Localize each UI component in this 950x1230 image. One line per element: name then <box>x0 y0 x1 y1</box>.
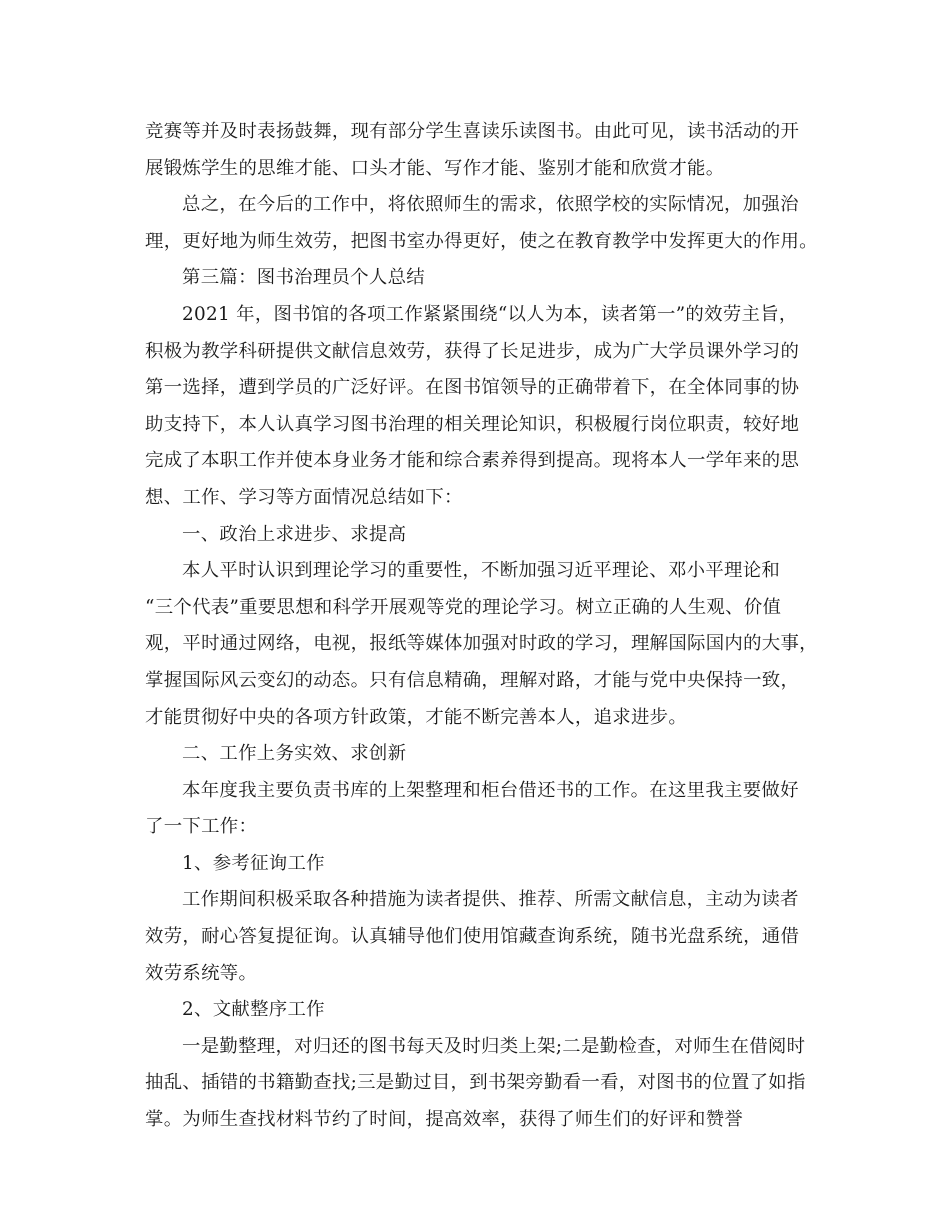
text-line: 观，平时通过网络，电视，报纸等媒体加强对时政的学习，理解国际国内的大事， <box>145 633 818 655</box>
text-line: 掌握国际风云变幻的动态。只有信息精确，理解对路，才能与党中央保持一致， <box>145 669 800 691</box>
text-line: 效劳，耐心答复提征询。认真辅导他们使用馆藏查询系统，随书光盘系统，通借 <box>145 926 800 948</box>
text-line: 一是勤整理，对归还的图书每天及时归类上架;二是勤检查，对师生在借阅时 <box>182 1035 806 1057</box>
text-line: 想、工作、学习等方面情况总结如下： <box>145 486 463 508</box>
text-line: 二、工作上务实效、求创新 <box>182 743 407 765</box>
text-line: 掌。为师生查找材料节约了时间，提高效率，获得了师生们的好评和赞誉 <box>145 1109 744 1131</box>
text-line: 才能贯彻好中央的各项方针政策，才能不断完善本人，追求进步。 <box>145 706 688 728</box>
text-line: 2、文献整序工作 <box>182 999 325 1021</box>
text-line: 竞赛等并及时表扬鼓舞，现有部分学生喜读乐读图书。由此可见，读书活动的开 <box>145 121 800 142</box>
text-line: 了一下工作： <box>145 816 258 838</box>
text-line: 第一选择，遭到学员的广泛好评。在图书馆领导的正确带着下，在全体同事的协 <box>145 377 800 399</box>
document-body <box>145 114 818 1139</box>
text-line: 第三篇：图书治理员个人总结 <box>182 267 425 289</box>
text-line: 本人平时认识到理论学习的重要性，不断加强习近平理论、邓小平理论和 <box>182 560 781 582</box>
text-line: 2021 年，图书馆的各项工作紧紧围绕“以人为本，读者第一”的效劳主旨， <box>182 303 798 325</box>
text-line: 展锻炼学生的思维才能、口头才能、写作才能、鉴别才能和欣赏才能。 <box>145 157 725 179</box>
text-line: 助支持下，本人认真学习图书治理的相关理论知识，积极履行岗位职责，较好地 <box>145 413 800 435</box>
text-line: 完成了本职工作并使本身业务才能和综合素养得到提高。现将本人一学年来的思 <box>145 450 800 472</box>
text-line: 本年度我主要负责书库的上架整理和柜台借还书的工作。在这里我主要做好 <box>182 779 799 801</box>
text-line: 效劳系统等。 <box>145 962 258 984</box>
text-line: 抽乱、插错的书籍勤查找;三是勤过目，到书架旁勤看一看，对图书的位置了如指 <box>145 1072 806 1094</box>
text-line: 1、参考征询工作 <box>182 852 325 874</box>
text-line: 理，更好地为师生效劳，把图书室办得更好，使之在教育教学中发挥更大的作用。 <box>145 230 818 252</box>
text-line: 一、政治上求进步、求提高 <box>182 523 407 545</box>
text-line: 工作期间积极采取各种措施为读者提供、推荐、所需文献信息，主动为读者 <box>182 889 799 911</box>
text-line: 积极为教学科研提供文献信息效劳，获得了长足进步，成为广大学员课外学习的 <box>145 340 800 362</box>
text-line: 总之，在今后的工作中，将依照师生的需求，依照学校的实际情况，加强治 <box>182 194 799 216</box>
text-line: “三个代表”重要思想和科学开展观等党的理论学习。树立正确的人生观、价值 <box>145 596 782 618</box>
